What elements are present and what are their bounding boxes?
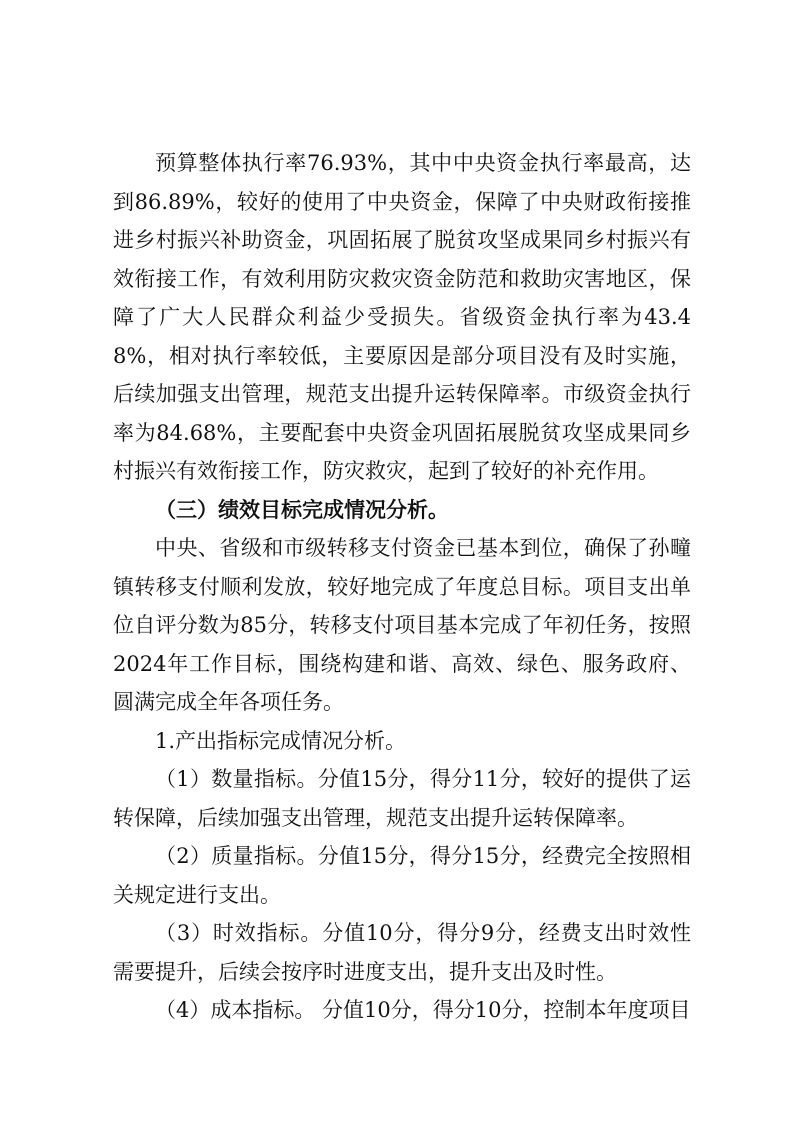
paragraph-quality-indicator: （2）质量指标。分值15分，得分15分，经费完全按照相关规定进行支出。: [113, 844, 691, 907]
document-body: [113, 144, 691, 1030]
paragraph-budget-execution: 预算整体执行率76.93%，其中中央资金执行率最高，达到86.89%，较好的使用了中央资金，保障了中央财政衔接推进乡村振兴补助资金，巩固拓展了脱贫攻坚成果同乡村振兴有效衔接工作，有效利用防灾救灾资金防范和救助灾害地区，保障了广大人民群众利益少受损失。省级资金执行率为43.48%，相对执行率较低，主要原因是部分项目没有及时实施，后续加强支出管理，规范支出提升运转保障率。市级资金执行率为84.68%，主要配套中央资金巩固拓展脱贫攻坚成果同乡村振兴有效衔接工作，防灾救灾，起到了较好的补充作用。: [113, 151, 691, 483]
subheading-output-indicators: 1.产出指标完成情况分析。: [155, 728, 407, 753]
paragraph-transfer-payments: 中央、省级和市级转移支付资金已基本到位，确保了孙疃镇转移支付顺利发放，较好地完成了年度总目标。项目支出单位自评分数为85分，转移支付项目基本完成了年初任务，按照2024年工作目标，围绕构建和谐、高效、绿色、服务政府、圆满完成全年各项任务。: [113, 536, 691, 714]
section-heading-performance-goals: （三）绩效目标完成情况分析。: [155, 496, 449, 522]
paragraph-timeliness-indicator: （3）时效指标。分值10分，得分9分，经费支出时效性需要提升，后续会按序时进度支出，提升支出及时性。: [113, 921, 691, 984]
paragraph-cost-indicator: （4）成本指标。 分值10分，得分10分，控制本年度项目: [155, 998, 691, 1022]
paragraph-quantity-indicator: （1）数量指标。分值15分，得分11分，较好的提供了运转保障，后续加强支出管理，规范支出提升运转保障率。: [113, 767, 691, 830]
